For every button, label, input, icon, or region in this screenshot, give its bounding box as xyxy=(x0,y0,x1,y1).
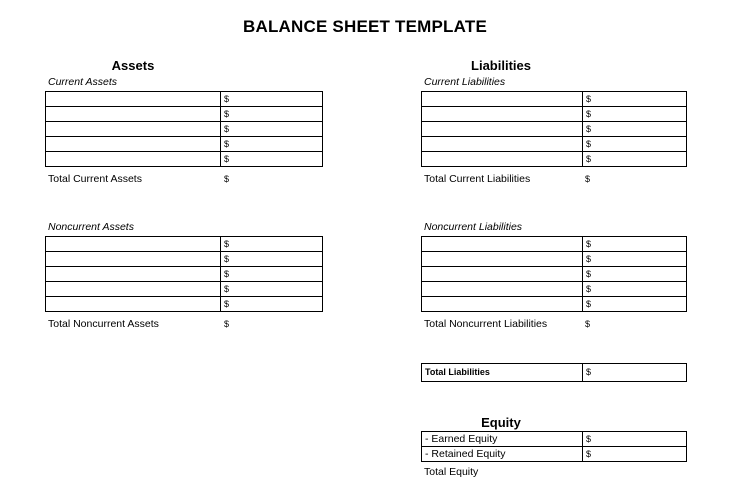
table-row xyxy=(422,137,687,152)
table-row xyxy=(422,92,687,107)
amount-cell[interactable]: $ xyxy=(583,282,687,297)
table-row xyxy=(46,137,323,152)
amount-cell[interactable]: $ xyxy=(221,252,323,267)
current-liabilities-label: Current Liabilities xyxy=(424,76,506,88)
table-row xyxy=(422,432,687,447)
amount-cell[interactable]: $ xyxy=(583,107,687,122)
table-row xyxy=(422,152,687,167)
amount-cell[interactable]: $ xyxy=(583,92,687,107)
current-assets-table xyxy=(45,91,323,167)
total-current-assets-value: $ xyxy=(224,174,230,184)
amount-cell[interactable]: $ xyxy=(583,152,687,167)
earned-equity-label: - Earned Equity xyxy=(422,432,583,447)
entry-cell[interactable] xyxy=(422,137,583,152)
amount-cell[interactable]: $ xyxy=(221,267,323,282)
table-row xyxy=(46,107,323,122)
amount-cell[interactable]: $ xyxy=(583,137,687,152)
total-noncurrent-liabilities-value: $ xyxy=(585,319,591,329)
table-row xyxy=(46,297,323,312)
entry-cell[interactable] xyxy=(46,152,221,167)
equity-heading: Equity xyxy=(481,415,521,430)
entry-cell[interactable] xyxy=(46,237,221,252)
total-noncurrent-assets-label: Total Noncurrent Assets xyxy=(48,318,159,330)
amount-cell[interactable]: $ xyxy=(221,137,323,152)
entry-cell[interactable] xyxy=(422,282,583,297)
amount-cell[interactable]: $ xyxy=(221,282,323,297)
entry-cell[interactable] xyxy=(422,237,583,252)
table-row xyxy=(46,282,323,297)
total-current-assets-label: Total Current Assets xyxy=(48,173,142,185)
total-current-liabilities-value: $ xyxy=(585,174,591,184)
amount-cell[interactable]: $ xyxy=(221,297,323,312)
entry-cell[interactable] xyxy=(422,107,583,122)
total-equity-label: Total Equity xyxy=(424,466,479,478)
amount-cell[interactable]: $ xyxy=(583,297,687,312)
entry-cell[interactable] xyxy=(46,122,221,137)
entry-cell[interactable] xyxy=(46,137,221,152)
entry-cell[interactable] xyxy=(422,297,583,312)
liabilities-heading: Liabilities xyxy=(471,58,531,73)
current-assets-label: Current Assets xyxy=(48,76,118,88)
retained-equity-value[interactable]: $ xyxy=(583,447,687,462)
total-noncurrent-assets-value: $ xyxy=(224,319,230,329)
table-row xyxy=(46,122,323,137)
table-row xyxy=(422,122,687,137)
table-row xyxy=(422,107,687,122)
table-row xyxy=(46,92,323,107)
assets-heading: Assets xyxy=(111,58,155,73)
table-row xyxy=(46,252,323,267)
current-liabilities-table xyxy=(421,91,687,167)
entry-cell[interactable] xyxy=(422,267,583,282)
entry-cell[interactable] xyxy=(46,297,221,312)
amount-cell[interactable]: $ xyxy=(221,122,323,137)
table-row xyxy=(422,297,687,312)
total-noncurrent-liabilities-label: Total Noncurrent Liabilities xyxy=(424,318,548,330)
amount-cell[interactable]: $ xyxy=(583,252,687,267)
retained-equity-label: - Retained Equity xyxy=(422,447,583,462)
amount-cell[interactable]: $ xyxy=(221,92,323,107)
table-row xyxy=(46,152,323,167)
earned-equity-value[interactable]: $ xyxy=(583,432,687,447)
noncurrent-assets-table xyxy=(45,236,323,312)
table-row xyxy=(422,282,687,297)
total-liabilities-value[interactable]: $ xyxy=(583,364,687,382)
table-row xyxy=(46,267,323,282)
page-title: BALANCE SHEET TEMPLATE xyxy=(243,17,487,36)
equity-table xyxy=(421,431,687,462)
total-current-liabilities-label: Total Current Liabilities xyxy=(424,173,531,185)
entry-cell[interactable] xyxy=(422,152,583,167)
amount-cell[interactable]: $ xyxy=(583,237,687,252)
amount-cell[interactable]: $ xyxy=(583,267,687,282)
noncurrent-liabilities-table xyxy=(421,236,687,312)
amount-cell[interactable]: $ xyxy=(221,152,323,167)
entry-cell[interactable] xyxy=(422,122,583,137)
table-row xyxy=(422,252,687,267)
total-liabilities-table xyxy=(421,363,687,382)
table-row xyxy=(422,364,687,382)
entry-cell[interactable] xyxy=(422,252,583,267)
amount-cell[interactable]: $ xyxy=(221,237,323,252)
amount-cell[interactable]: $ xyxy=(583,122,687,137)
table-row xyxy=(422,447,687,462)
table-row xyxy=(422,267,687,282)
entry-cell[interactable] xyxy=(46,107,221,122)
total-liabilities-label: Total Liabilities xyxy=(422,364,583,382)
table-row xyxy=(46,237,323,252)
noncurrent-assets-label: Noncurrent Assets xyxy=(48,221,134,233)
entry-cell[interactable] xyxy=(46,267,221,282)
entry-cell[interactable] xyxy=(46,92,221,107)
entry-cell[interactable] xyxy=(46,252,221,267)
table-row xyxy=(422,237,687,252)
entry-cell[interactable] xyxy=(422,92,583,107)
entry-cell[interactable] xyxy=(46,282,221,297)
noncurrent-liabilities-label: Noncurrent Liabilities xyxy=(424,221,523,233)
amount-cell[interactable]: $ xyxy=(221,107,323,122)
